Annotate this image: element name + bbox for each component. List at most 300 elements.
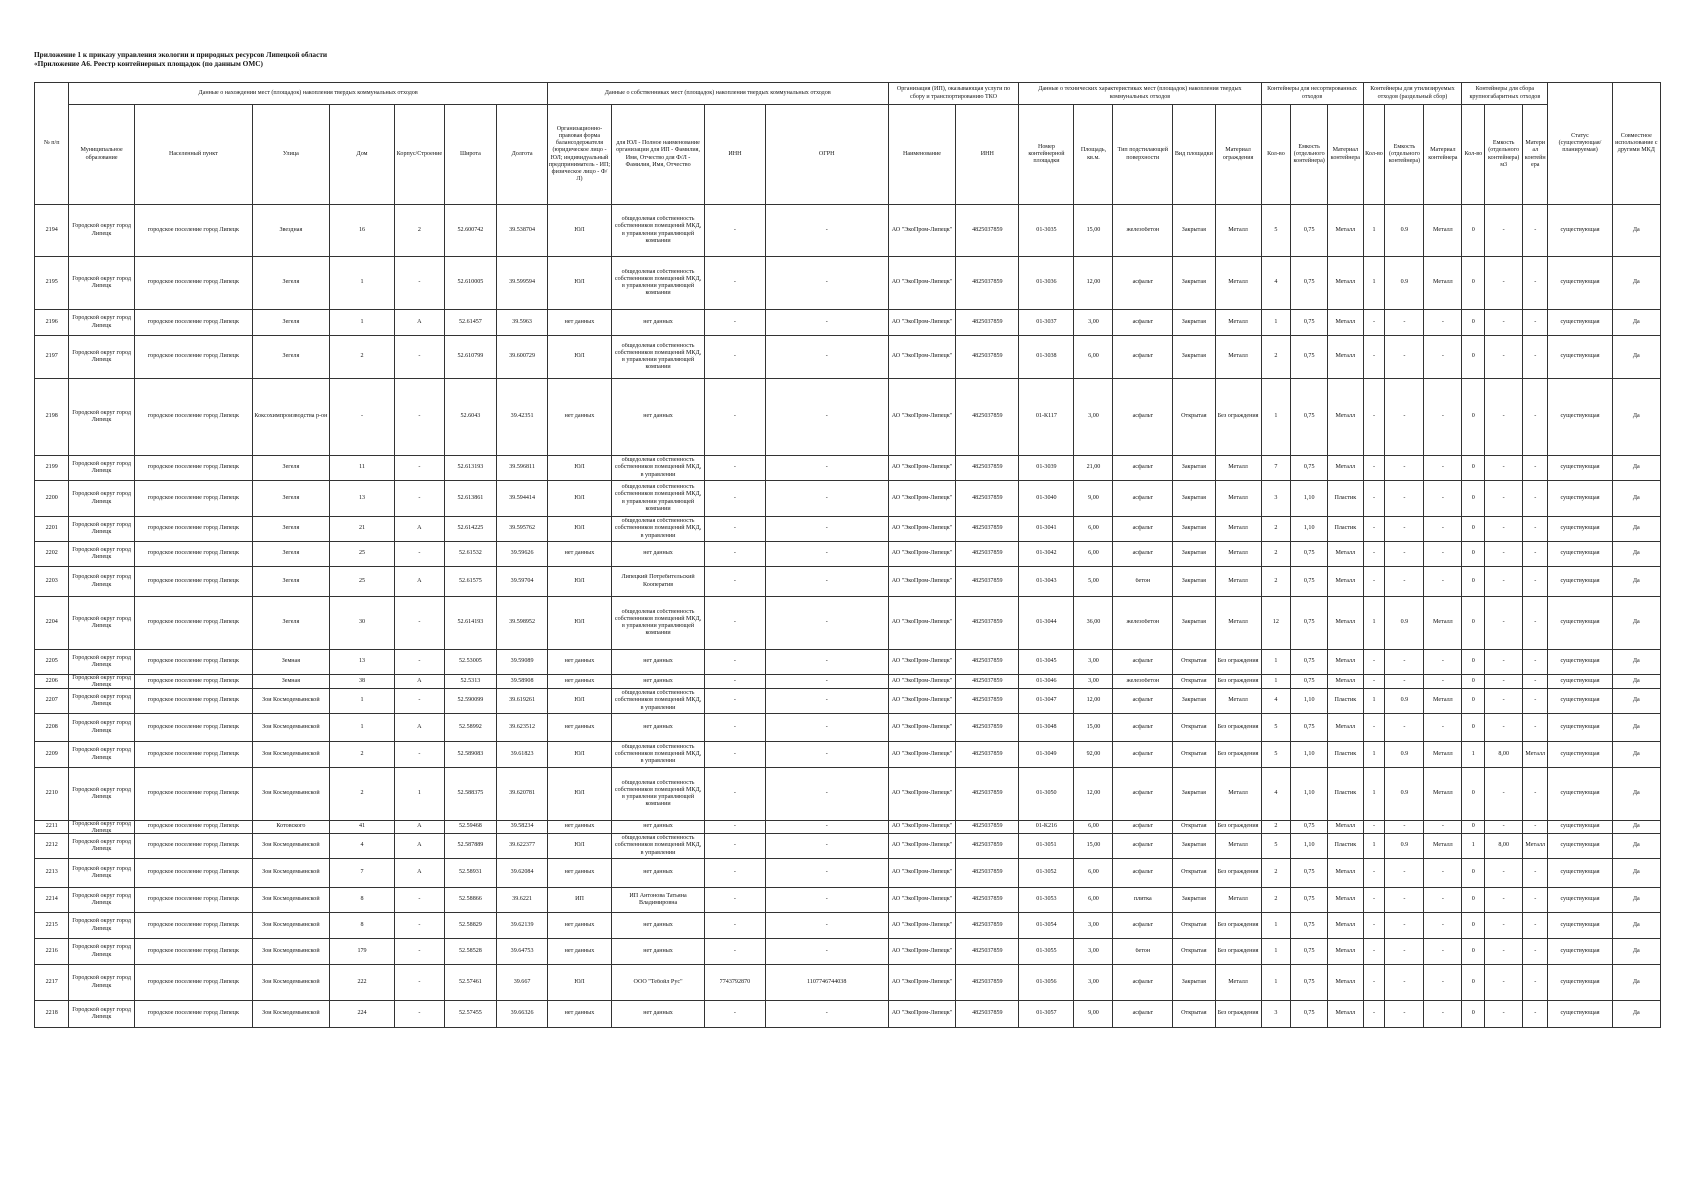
latitude-cell: 52.589083 [457, 750, 484, 757]
col-municipality: Муниципальное образование [69, 105, 134, 205]
inn-cell-wrapper [705, 597, 766, 650]
unsorted-material-cell: Металл [1335, 677, 1356, 684]
house-cell: 8 [360, 921, 364, 928]
bulky-material-cell-wrapper [1523, 689, 1548, 714]
unsorted-count-cell: 5 [1274, 723, 1278, 730]
bulky-volume-cell: - [1502, 677, 1505, 684]
status-cell-wrapper [1548, 597, 1612, 650]
settlement-cell-wrapper [134, 336, 252, 379]
bulky-volume-cell: - [1502, 279, 1505, 286]
unsorted-count-cell: 1 [1274, 677, 1278, 684]
bulky-volume-cell: - [1502, 550, 1505, 557]
recyclable-count-cell-wrapper [1363, 689, 1385, 714]
operator-inn-cell: 4825037859 [972, 318, 1003, 325]
shared-use-cell-wrapper [1612, 939, 1660, 965]
operator-inn-cell: 4825037859 [972, 577, 1003, 584]
recyclable-volume-cell: - [1403, 1010, 1406, 1017]
bulky-material-cell-wrapper [1523, 336, 1548, 379]
recyclable-volume-cell-wrapper [1385, 257, 1424, 310]
inn-cell-wrapper [705, 742, 766, 768]
bulky-material-cell-wrapper [1523, 597, 1548, 650]
org-form-cell: нет данных [564, 869, 595, 876]
site-type-cell-wrapper [1173, 965, 1215, 1001]
unsorted-volume-cell-wrapper [1291, 542, 1328, 567]
surface-cell: асфальт [1132, 823, 1154, 830]
bulky-material-cell-wrapper [1523, 650, 1548, 675]
recyclable-count-cell-wrapper [1363, 742, 1385, 768]
area-cell-wrapper [1074, 742, 1113, 768]
bulky-material-cell: - [1534, 947, 1537, 954]
recyclable-material-cell-wrapper [1424, 888, 1462, 913]
recyclable-count-cell: 1 [1372, 279, 1376, 286]
recyclable-volume-cell-wrapper [1385, 714, 1424, 742]
unsorted-count-cell-wrapper [1261, 714, 1291, 742]
row-number-wrapper [35, 965, 69, 1001]
recyclable-material-cell: - [1441, 658, 1444, 665]
bulky-count-cell: 1 [1471, 750, 1475, 757]
org-form-cell-wrapper [547, 689, 611, 714]
unsorted-volume-cell-wrapper [1291, 379, 1328, 456]
site-type-cell: Открытая [1181, 1010, 1207, 1017]
site-number-cell-wrapper [1019, 310, 1074, 336]
org-name-cell: общедолевая собственность собственников помещений МКД, в управлении [614, 518, 702, 539]
unsorted-material-cell-wrapper [1328, 965, 1364, 1001]
site-type-cell: Закрытая [1181, 896, 1206, 903]
unsorted-volume-cell: 0,75 [1303, 577, 1315, 584]
site-number-cell: 01-3046 [1036, 677, 1057, 684]
recyclable-volume-cell-wrapper [1385, 888, 1424, 913]
building-cell-wrapper [395, 689, 444, 714]
table-row [35, 257, 1661, 310]
site-type-cell-wrapper [1173, 481, 1215, 517]
operator-inn-cell-wrapper [956, 336, 1019, 379]
status-cell-wrapper [1548, 834, 1612, 859]
surface-cell: асфальт [1132, 842, 1154, 849]
recyclable-material-cell: - [1441, 896, 1444, 903]
settlement-cell-wrapper [134, 542, 252, 567]
bulky-volume-cell: - [1502, 947, 1505, 954]
operator-inn-cell-wrapper [956, 517, 1019, 542]
inn-cell-wrapper [705, 481, 766, 517]
unsorted-volume-cell: 1,10 [1303, 697, 1315, 704]
org-form-cell: ЮЛ [574, 842, 585, 849]
shared-use-cell-wrapper [1612, 888, 1660, 913]
settlement-cell-wrapper [134, 481, 252, 517]
operator-name-cell: АО "ЭкоПром-Липецк" [891, 790, 953, 797]
building-cell-wrapper [395, 257, 444, 310]
site-number-cell: 01-3053 [1036, 896, 1057, 903]
bulky-count-cell-wrapper [1462, 597, 1485, 650]
bulky-volume-cell: - [1502, 658, 1505, 665]
status-cell: существующая [1560, 896, 1600, 903]
bulky-count-cell: 0 [1471, 353, 1475, 360]
bulky-material-cell-wrapper [1523, 456, 1548, 481]
settlement-cell: городское поселение город Липецк [147, 577, 239, 584]
house-cell: 1 [360, 279, 364, 286]
col-org-form: Организационно-правовая форма балансодержателя (юридическое лицо - ЮЛ; индивидуальный предприниматель - ИП; физическое лицо - Ф/Л) [547, 105, 611, 205]
latitude-cell-wrapper [444, 481, 497, 517]
unsorted-volume-cell: 0,75 [1303, 869, 1315, 876]
building-cell: - [418, 550, 421, 557]
inn-cell: - [733, 823, 736, 830]
org-name-cell-wrapper [612, 597, 705, 650]
col-unsorted-material: Материал контейнера [1328, 105, 1364, 205]
unsorted-volume-cell-wrapper [1291, 965, 1328, 1001]
col-building: Корпус/Строение [395, 105, 444, 205]
row-number: 2198 [45, 413, 58, 420]
bulky-count-cell: 1 [1471, 842, 1475, 849]
header-column-row [35, 105, 1661, 205]
bulky-volume-cell: - [1502, 318, 1505, 325]
settlement-cell-wrapper [134, 257, 252, 310]
recyclable-count-cell: - [1373, 577, 1376, 584]
municipality-cell: Городской округ город Липецк [72, 720, 131, 734]
org-form-cell-wrapper [547, 379, 611, 456]
inn-cell-wrapper [705, 650, 766, 675]
longitude-cell-wrapper [497, 650, 548, 675]
recyclable-count-cell: - [1373, 823, 1376, 830]
bulky-material-cell-wrapper [1523, 517, 1548, 542]
org-name-cell-wrapper [612, 205, 705, 257]
area-cell: 9,00 [1088, 1010, 1099, 1017]
row-number-wrapper [35, 834, 69, 859]
status-cell: существующая [1560, 318, 1600, 325]
municipality-cell: Городской округ город Липецк [72, 865, 131, 879]
recyclable-volume-cell-wrapper [1385, 965, 1424, 1001]
unsorted-material-cell: Пластик [1334, 790, 1357, 797]
fence-cell: Металл [1228, 577, 1248, 584]
shared-use-cell: Да [1632, 790, 1640, 797]
building-cell: - [418, 464, 421, 471]
inn-cell-wrapper [705, 859, 766, 888]
house-cell: 1 [360, 318, 364, 325]
house-cell: 222 [357, 978, 367, 985]
operator-name-cell-wrapper [888, 913, 956, 939]
area-cell-wrapper [1074, 456, 1113, 481]
latitude-cell-wrapper [444, 714, 497, 742]
bulky-material-cell: - [1534, 413, 1537, 420]
longitude-cell-wrapper [497, 481, 548, 517]
operator-name-cell-wrapper [888, 205, 956, 257]
fence-cell-wrapper [1215, 888, 1261, 913]
settlement-cell: городское поселение город Липецк [147, 697, 239, 704]
bulky-volume-cell-wrapper [1485, 689, 1523, 714]
settlement-cell: городское поселение город Липецк [147, 869, 239, 876]
org-name-cell-wrapper [612, 310, 705, 336]
site-number-cell-wrapper [1019, 821, 1074, 834]
status-cell: существующая [1560, 619, 1600, 626]
ogrn-cell: - [825, 790, 828, 797]
col-org-name: для ЮЛ - Полное наименование организации для ИП - Фамилия, Имя, Отчество для Ф/Л - Фамилия, Имя, Отчество [612, 105, 705, 205]
bulky-material-cell: - [1534, 464, 1537, 471]
recyclable-count-cell: - [1373, 723, 1376, 730]
site-type-cell-wrapper [1173, 257, 1215, 310]
bulky-count-cell: 0 [1471, 577, 1475, 584]
bulky-count-cell-wrapper [1462, 689, 1485, 714]
table-row [35, 310, 1661, 336]
inn-cell-wrapper [705, 689, 766, 714]
municipality-cell: Городской округ город Липецк [72, 223, 131, 237]
recyclable-material-cell-wrapper [1424, 834, 1462, 859]
settlement-cell-wrapper [134, 859, 252, 888]
site-number-cell: 01-3040 [1036, 494, 1057, 501]
table-row [35, 939, 1661, 965]
ogrn-cell: - [825, 921, 828, 928]
building-cell-wrapper [395, 567, 444, 597]
org-name-cell-wrapper [612, 888, 705, 913]
house-cell-wrapper [329, 379, 394, 456]
area-cell: 3,00 [1088, 677, 1099, 684]
unsorted-count-cell: 1 [1274, 921, 1278, 928]
inn-cell-wrapper [705, 675, 766, 689]
site-number-cell: 01-3047 [1036, 697, 1057, 704]
house-cell: 16 [358, 226, 366, 233]
unsorted-volume-cell: 0,75 [1303, 921, 1315, 928]
latitude-cell: 52.588375 [457, 790, 484, 797]
municipality-cell-wrapper [69, 834, 134, 859]
surface-cell-wrapper [1113, 650, 1173, 675]
unsorted-count-cell-wrapper [1261, 456, 1291, 481]
site-type-cell-wrapper [1173, 939, 1215, 965]
row-number: 2217 [45, 978, 58, 985]
recyclable-volume-cell-wrapper [1385, 481, 1424, 517]
fence-cell: Без ограждения [1217, 947, 1259, 954]
unsorted-count-cell-wrapper [1261, 689, 1291, 714]
inn-cell: - [733, 723, 736, 730]
fence-cell: Без ограждения [1217, 413, 1259, 420]
site-number-cell: 01-3043 [1036, 577, 1057, 584]
longitude-cell-wrapper [497, 888, 548, 913]
shared-use-cell: Да [1632, 869, 1640, 876]
settlement-cell: городское поселение город Липецк [147, 823, 239, 830]
recyclable-count-cell: - [1373, 525, 1376, 532]
recyclable-volume-cell: - [1403, 494, 1406, 501]
org-form-cell: нет данных [564, 550, 595, 557]
recyclable-material-cell: Металл [1433, 842, 1453, 849]
municipality-cell: Городской округ город Липецк [72, 409, 131, 423]
unsorted-material-cell-wrapper [1328, 939, 1364, 965]
building-cell-wrapper [395, 517, 444, 542]
table-row [35, 689, 1661, 714]
org-name-cell-wrapper [612, 834, 705, 859]
fence-cell-wrapper [1215, 336, 1261, 379]
longitude-cell: 39.600729 [509, 353, 536, 360]
recyclable-count-cell: 1 [1372, 750, 1376, 757]
fence-cell: Без ограждения [1217, 1010, 1259, 1017]
site-number-cell-wrapper [1019, 456, 1074, 481]
fence-cell: Металл [1228, 550, 1248, 557]
operator-name-cell: АО "ЭкоПром-Липецк" [891, 353, 953, 360]
site-type-cell: Открытая [1181, 677, 1207, 684]
latitude-cell: 52.590099 [457, 697, 484, 704]
unsorted-material-cell-wrapper [1328, 768, 1364, 821]
operator-name-cell-wrapper [888, 821, 956, 834]
inn-cell-wrapper [705, 821, 766, 834]
house-cell-wrapper [329, 689, 394, 714]
recyclable-volume-cell-wrapper [1385, 689, 1424, 714]
inn-cell: - [733, 619, 736, 626]
fence-cell: Металл [1228, 353, 1248, 360]
recyclable-volume-cell: - [1403, 658, 1406, 665]
site-number-cell-wrapper [1019, 859, 1074, 888]
org-name-cell: общедолевая собственность собственников помещений МКД, в управлении управляющей компании [614, 484, 702, 512]
settlement-cell-wrapper [134, 888, 252, 913]
org-name-cell-wrapper [612, 650, 705, 675]
operator-inn-cell: 4825037859 [972, 750, 1003, 757]
unsorted-volume-cell: 0,75 [1303, 658, 1315, 665]
org-form-cell-wrapper [547, 257, 611, 310]
bulky-volume-cell: - [1502, 869, 1505, 876]
group-tech: Данные о технических характеристиках мест (площадок) накопления твердых коммунальных отходов [1019, 83, 1261, 105]
unsorted-volume-cell-wrapper [1291, 834, 1328, 859]
status-cell: существующая [1560, 1010, 1600, 1017]
row-number-wrapper [35, 888, 69, 913]
site-type-cell: Открытая [1181, 413, 1207, 420]
col-fence: Материал ограждения [1215, 105, 1261, 205]
unsorted-count-cell-wrapper [1261, 542, 1291, 567]
longitude-cell: 39.595762 [509, 525, 536, 532]
settlement-cell-wrapper [134, 310, 252, 336]
fence-cell-wrapper [1215, 714, 1261, 742]
unsorted-count-cell: 3 [1274, 1010, 1278, 1017]
operator-inn-cell: 4825037859 [972, 494, 1003, 501]
latitude-cell: 52.587889 [457, 842, 484, 849]
org-name-cell-wrapper [612, 768, 705, 821]
unsorted-count-cell-wrapper [1261, 379, 1291, 456]
longitude-cell-wrapper [497, 597, 548, 650]
building-cell: А [417, 869, 422, 876]
house-cell-wrapper [329, 859, 394, 888]
bulky-count-cell-wrapper [1462, 714, 1485, 742]
table-row [35, 675, 1661, 689]
org-form-cell-wrapper [547, 481, 611, 517]
org-form-cell: нет данных [564, 921, 595, 928]
street-cell-wrapper [252, 888, 329, 913]
group-owners: Данные о собственниках мест (площадок) накопления твердых коммунальных отходов [547, 83, 888, 105]
operator-name-cell: АО "ЭкоПром-Липецк" [891, 697, 953, 704]
row-number: 2214 [45, 896, 58, 903]
shared-use-cell: Да [1632, 921, 1640, 928]
recyclable-volume-cell: - [1403, 353, 1406, 360]
municipality-cell: Городской округ город Липецк [72, 315, 131, 329]
operator-name-cell-wrapper [888, 597, 956, 650]
area-cell-wrapper [1074, 481, 1113, 517]
surface-cell-wrapper [1113, 913, 1173, 939]
unsorted-volume-cell: 0,75 [1303, 723, 1315, 730]
building-cell: А [417, 723, 422, 730]
latitude-cell-wrapper [444, 379, 497, 456]
org-name-cell-wrapper [612, 481, 705, 517]
recyclable-volume-cell-wrapper [1385, 859, 1424, 888]
municipality-cell: Городской округ город Липецк [72, 1006, 131, 1020]
bulky-count-cell-wrapper [1462, 336, 1485, 379]
status-cell-wrapper [1548, 768, 1612, 821]
table-row [35, 821, 1661, 834]
ogrn-cell-wrapper [765, 379, 888, 456]
status-cell: существующая [1560, 413, 1600, 420]
fence-cell-wrapper [1215, 257, 1261, 310]
area-cell: 12,00 [1086, 279, 1101, 286]
shared-use-cell: Да [1632, 226, 1640, 233]
recyclable-material-cell-wrapper [1424, 913, 1462, 939]
recyclable-count-cell-wrapper [1363, 597, 1385, 650]
surface-cell: асфальт [1132, 279, 1154, 286]
site-type-cell: Открытая [1181, 921, 1207, 928]
longitude-cell: 39.619261 [509, 697, 536, 704]
status-cell: существующая [1560, 353, 1600, 360]
inn-cell-wrapper [705, 542, 766, 567]
settlement-cell: городское поселение город Липецк [147, 842, 239, 849]
settlement-cell: городское поселение город Липецк [147, 790, 239, 797]
longitude-cell: 39.596811 [509, 464, 535, 471]
building-cell-wrapper [395, 821, 444, 834]
latitude-cell: 52.61532 [458, 550, 482, 557]
site-number-cell-wrapper [1019, 205, 1074, 257]
area-cell: 15,00 [1086, 226, 1101, 233]
house-cell: 25 [358, 577, 366, 584]
surface-cell-wrapper [1113, 939, 1173, 965]
bulky-material-cell-wrapper [1523, 1001, 1548, 1028]
bulky-volume-cell-wrapper [1485, 821, 1523, 834]
bulky-material-cell: - [1534, 697, 1537, 704]
bulky-volume-cell: - [1502, 921, 1505, 928]
recyclable-material-cell-wrapper [1424, 567, 1462, 597]
row-number-wrapper [35, 768, 69, 821]
org-name-cell-wrapper [612, 821, 705, 834]
house-cell: 179 [357, 947, 367, 954]
area-cell: 6,00 [1088, 550, 1099, 557]
area-cell-wrapper [1074, 888, 1113, 913]
row-number: 2212 [45, 842, 58, 849]
settlement-cell: городское поселение город Липецк [147, 279, 239, 286]
street-cell: Зои Космодемьянской [262, 869, 320, 876]
fence-cell-wrapper [1215, 913, 1261, 939]
recyclable-volume-cell: - [1403, 947, 1406, 954]
ogrn-cell: - [825, 677, 828, 684]
settlement-cell: городское поселение город Липецк [147, 464, 239, 471]
status-cell: существующая [1560, 750, 1600, 757]
bulky-volume-cell-wrapper [1485, 888, 1523, 913]
house-cell: - [360, 413, 364, 420]
operator-name-cell-wrapper [888, 542, 956, 567]
municipality-cell-wrapper [69, 310, 134, 336]
site-type-cell-wrapper [1173, 650, 1215, 675]
org-name-cell-wrapper [612, 379, 705, 456]
bulky-material-cell: - [1534, 577, 1537, 584]
area-cell-wrapper [1074, 205, 1113, 257]
site-number-cell-wrapper [1019, 542, 1074, 567]
operator-inn-cell-wrapper [956, 310, 1019, 336]
site-type-cell: Закрытая [1181, 525, 1206, 532]
unsorted-count-cell: 1 [1274, 413, 1278, 420]
operator-inn-cell-wrapper [956, 859, 1019, 888]
ogrn-cell: - [825, 413, 828, 420]
col-street: Улица [252, 105, 329, 205]
latitude-cell: 52.61457 [458, 318, 482, 325]
unsorted-volume-cell-wrapper [1291, 913, 1328, 939]
house-cell-wrapper [329, 310, 394, 336]
unsorted-count-cell-wrapper [1261, 1001, 1291, 1028]
org-form-cell-wrapper [547, 336, 611, 379]
recyclable-volume-cell-wrapper [1385, 742, 1424, 768]
longitude-cell: 39.61823 [510, 750, 534, 757]
site-type-cell-wrapper [1173, 913, 1215, 939]
operator-name-cell: АО "ЭкоПром-Липецк" [891, 978, 953, 985]
unsorted-count-cell-wrapper [1261, 597, 1291, 650]
longitude-cell-wrapper [497, 517, 548, 542]
table-row [35, 1001, 1661, 1028]
org-form-cell-wrapper [547, 650, 611, 675]
